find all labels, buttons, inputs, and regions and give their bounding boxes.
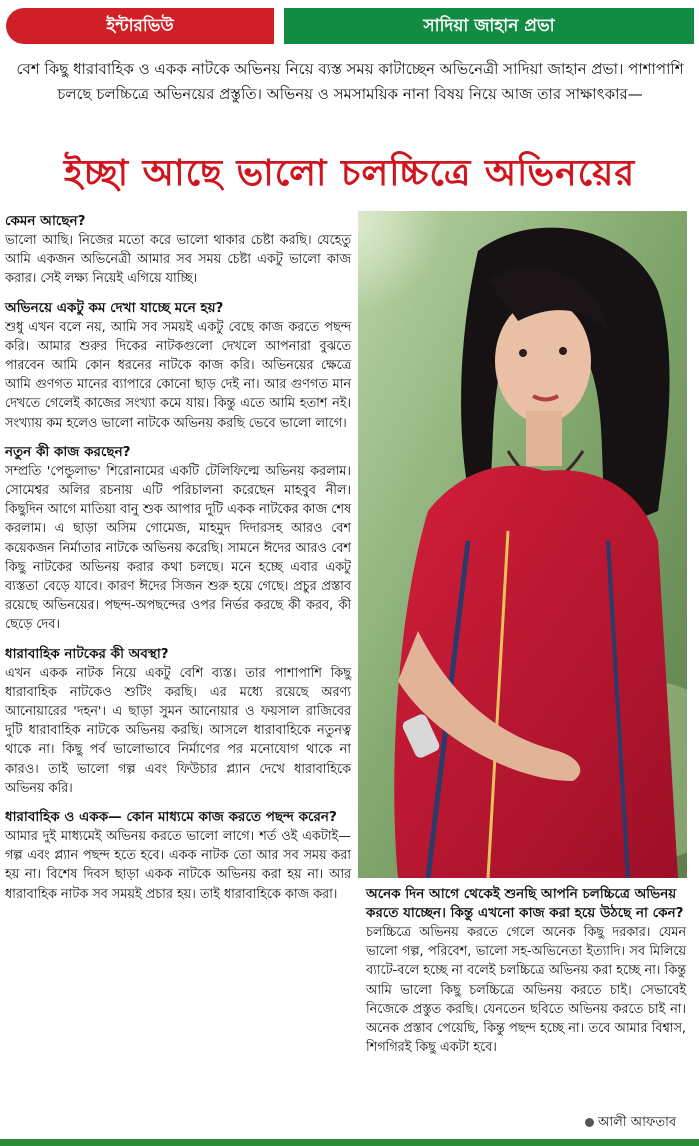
byline-author: আলী আফতাব: [598, 1115, 677, 1130]
bottom-rule: [0, 1139, 699, 1146]
byline: [585, 1113, 676, 1134]
section-header: [0, 0, 699, 46]
actress-photo: [358, 211, 687, 878]
question-1: কেমন আছেন?: [5, 213, 86, 229]
answer-4: এখন একক নাটক নিয়ে একটু বেশি ব্যস্ত। তার পাশাপাশি কিছু ধারাবাহিক নাটকেও শুটিং করছি। এর মধ্যে রয়েছে অরণ্য আনোয়ারের 'দহন'। এ ছাড়া সুমন আনোয়ার ও ফয়সাল রাজিবের দুটি ধারাবাহিক নাটকে অভিনয় করছি। আসলে ধারাবাহিকে নতুনত্ব থাকে না। কিছু পর্ব ভালোভাবে নির্মাণের পর মনোযোগ থাকে না কারও। তাই ভালো গল্প এবং ফিউচার প্ল্যান দেখে ধারাবাহিকে অভিনয় করি।: [5, 665, 351, 796]
subject-name-banner: সাদিয়া জাহান প্রভা: [284, 8, 694, 44]
question-3: নতুন কী কাজ করছেন?: [5, 443, 131, 460]
question-5: ধারাবাহিক ও একক— কোন মাধ্যমে কাজ করতে পছন্দ করেন?: [5, 809, 337, 826]
intro-paragraph: বেশ কিছু ধারাবাহিক ও একক নাটকে অভিনয় নিয়ে ব্যস্ত সময় কাটাচ্ছেন অভিনেত্রী সাদিয়া জাহান প্রভা। পাশাপাশি চলছে চলচ্চিত্রে অভিনয়ের প্রস্তুতি। অভিনয় ও সমসাময়িক নানা বিষয় নিয়ে আজ তার সাক্ষাৎকার—: [16, 60, 684, 103]
question-2: অভিনয়ে একটু কম দেখা যাচ্ছে মনে হয়?: [5, 299, 224, 316]
answer-2: শুধু এখন বলে নয়, আমি সব সময়ই একটু বেছে কাজ করতে পছন্দ করি। আমার শুরুর দিকের নাটকগুলো দেখলে আপনারা বুঝতে পারবেন আমি কোন ধরনের নাটকে কাজ করি। অভিনয়ের ক্ষেত্রে আমি গুণগত মানের ব্যাপারে কোনো ছাড় দেই না। আর গুণগত মান দেখতে গেলেই কাজের সংখ্যা কমে যায়। কিন্তু এতে আমি হতাশ নই। সংখ্যায় কম হলেও ভালো নাটকে অভিনয় করছি ভেবে ভালো লাগে।: [5, 319, 351, 431]
answer-1: ভালো আছি। নিজের মতো করে ভালো থাকার চেষ্টা করছি। যেহেতু আমি একজন অভিনেত্রী আমার সব সময় চেষ্টা একটু ভালো কাজ করার। সেই লক্ষ্য নিয়েই এগিয়ে যাচ্ছি।: [5, 233, 351, 287]
answer-3: সম্প্রতি 'পেন্ডুলাভ' শিরোনামের একটি টেলিফিল্মে অভিনয় করলাম। সোমেশ্বর অলির রচনায় এটি পরিচালনা করেছেন মাহবুব নীল। কিছুদিন আগে মাতিয়া বানু শুক আপার দুটি একক নাটকের কাজ শেষ করলাম। এ ছাড়া অসিম গোমেজ, মাহমুদ দিদারসহ আরও বেশ কয়েকজন নির্মাতার নাটকে অভিনয় করেছি। সামনে ঈদের আরও বেশ কিছু নাটকের অভিনয় করার কথা চলছে। মনে হচ্ছে এবার একটু ব্যস্ততা বেড়ে যাবে। কারণ ঈদের সিজন শুরু হয়ে গেছে। প্রচুর প্রস্তাব রয়েছে অভিনয়ের। পছন্দ-অপছন্দের ওপর নির্ভর করছে কী করব, কী ছেড়ে দেব।: [5, 463, 351, 633]
section-label: ইন্টারভিউ: [6, 8, 274, 44]
header-divider: [276, 8, 282, 44]
answer-5: আমার দুই মাধ্যমেই অভিনয় করতে ভালো লাগে। শর্ত ওই একটাই— গল্প এবং প্ল্যান পছন্দ হতে হবে। একক নাটক তো আর সব সময় করা হয় না। বিশেষ দিবস ছাড়া একক নাটকে অভিনয় করা হয় না। আর ধারাবাহিক নাটক সব সময়ই প্রচার হয়। তাই ধারাবাহিকে কাজ করা।: [5, 829, 351, 902]
left-column: [5, 212, 351, 914]
question-6: অনেক দিন আগে থেকেই শুনছি আপনি চলচ্চিত্রে অভিনয় করতে যাচ্ছেন। কিন্তু এখনো কাজ করা হয়ে উঠছে না কেন?: [366, 886, 684, 921]
right-column: [366, 885, 686, 1057]
question-4: ধারাবাহিক নাটকের কী অবস্থা?: [5, 645, 169, 662]
headline: ইচ্ছা আছে ভালো চলচ্চিত্রে অভিনয়ের: [63, 153, 636, 194]
answer-6: চলচ্চিত্রে অভিনয় করতে গেলে অনেক কিছু দরকার। যেমন ভালো গল্প, পরিবেশ, ভালো সহ-অভিনেতা ইত্যাদি। সব মিলিয়ে ব্যাটে-বলে হচ্ছে না বলেই চলচ্চিত্রে অভিনয় করা হচ্ছে না। কিন্তু আমি ভালো কিছু চলচ্চিত্রে অভিনয় করতে চাই। সেভাবেই নিজেকে প্রস্তুত করছি। যেনতেন ছবিতে অভিনয় করতে চাই না। অনেক প্রস্তাব পেয়েছি, কিন্তু পছন্দ হচ্ছে না। তবে আমার বিশ্বাস, শিগগিরই কিছু একটা হবে।: [366, 925, 686, 1056]
bullet-icon: [585, 1118, 594, 1127]
